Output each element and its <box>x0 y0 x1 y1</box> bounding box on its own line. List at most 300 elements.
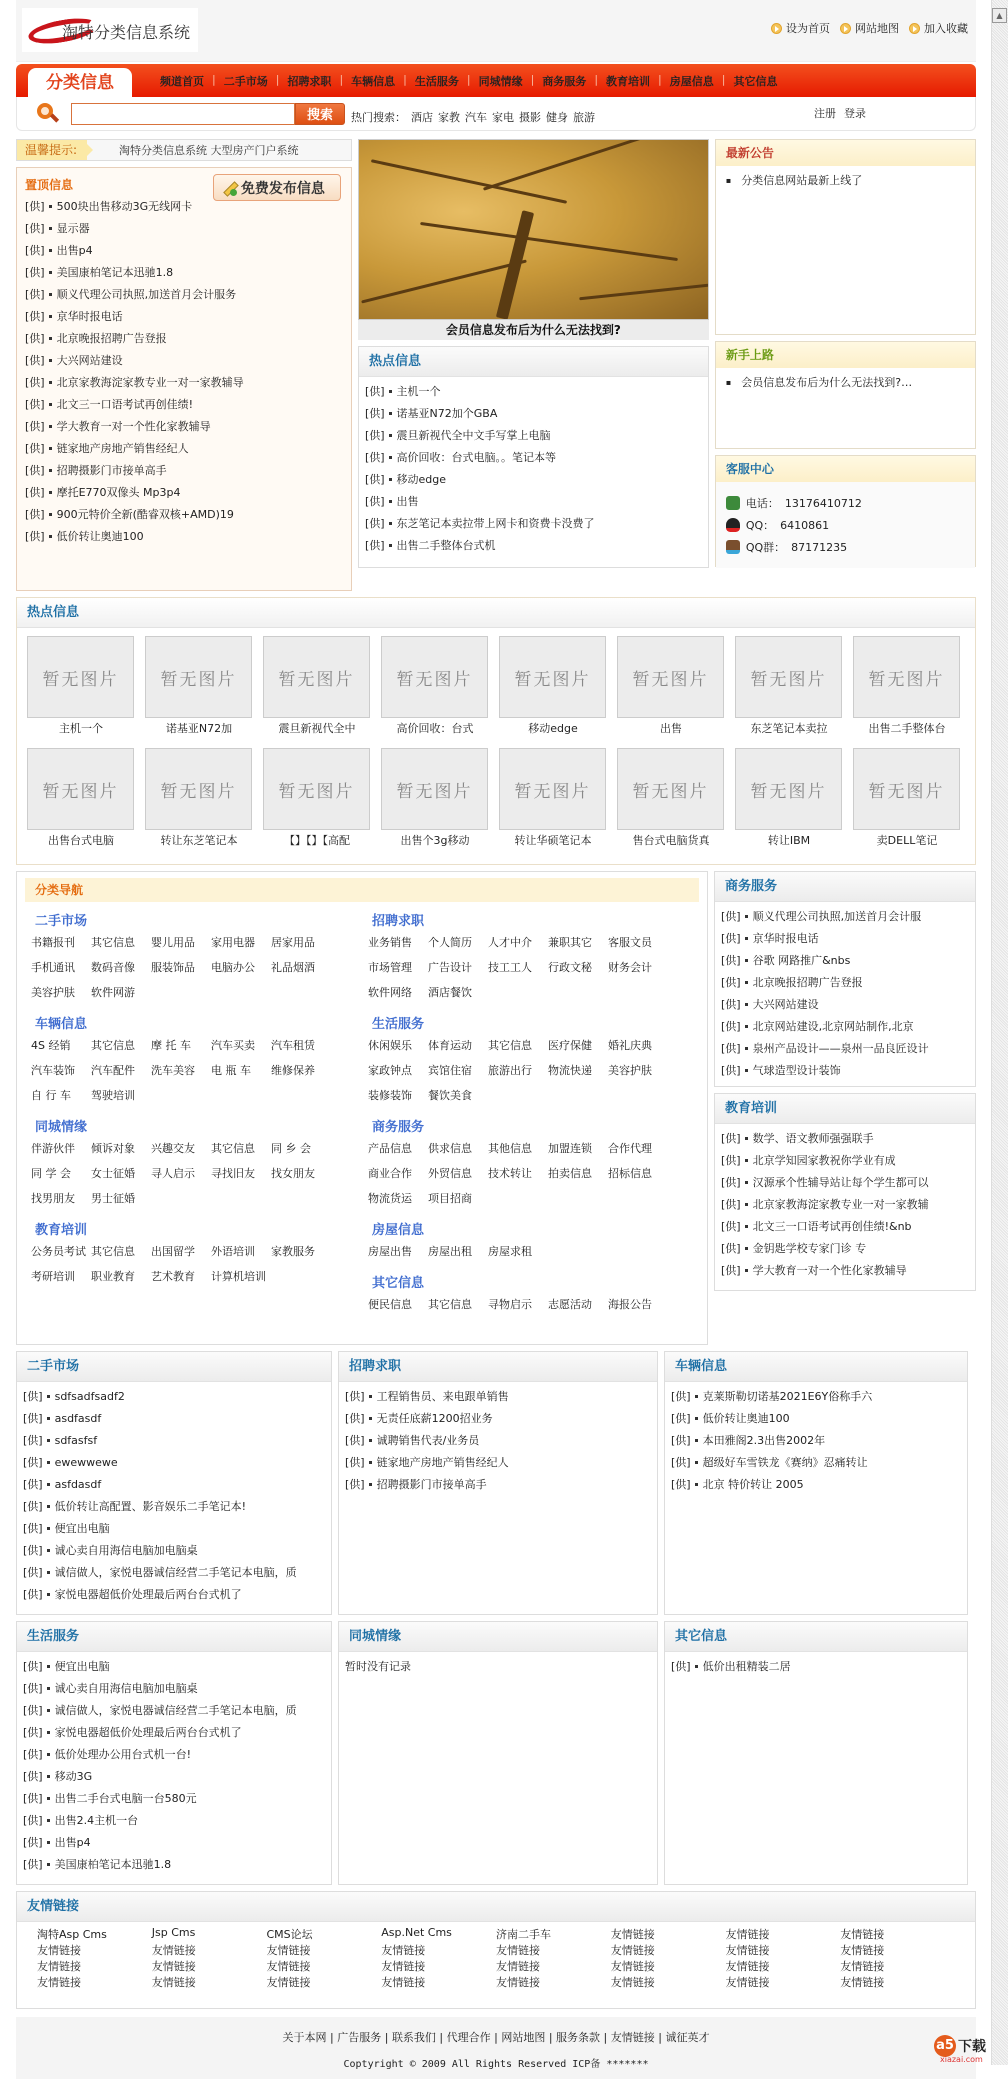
category-link[interactable]: 4S 经销 <box>31 1039 71 1052</box>
tip-text[interactable]: 淘特分类信息系统 大型房产门户系统 <box>119 144 299 157</box>
list-item[interactable] <box>365 425 702 447</box>
list-item[interactable] <box>25 372 351 394</box>
list-item[interactable] <box>721 1038 969 1060</box>
list-item[interactable] <box>721 1260 969 1282</box>
section-list <box>671 1656 961 1678</box>
friend-link[interactable]: 友情链接 <box>37 1944 81 1957</box>
hot-images-grid <box>17 628 975 864</box>
bullet-icon <box>47 1687 50 1690</box>
vertical-scrollbar[interactable] <box>991 0 1008 2065</box>
section-panel <box>664 1351 968 1615</box>
list-item[interactable] <box>23 1452 325 1474</box>
list-item[interactable] <box>721 928 969 950</box>
list-item[interactable] <box>721 1060 969 1082</box>
supply-tag: [供] <box>721 998 741 1011</box>
image-card[interactable] <box>853 748 961 860</box>
list-item[interactable] <box>25 306 351 328</box>
register-link[interactable]: 注册 <box>814 107 836 120</box>
list-item[interactable] <box>23 1854 325 1876</box>
category-link[interactable]: 便民信息 <box>368 1298 412 1311</box>
bullet-icon <box>49 535 52 538</box>
category-link[interactable]: 广告设计 <box>428 961 472 974</box>
friend-link[interactable]: 友情链接 <box>37 1960 81 1973</box>
education-title: 教育培训 <box>715 1094 975 1124</box>
nav-item[interactable]: 同城情缘 <box>478 74 523 88</box>
list-item[interactable] <box>721 1238 969 1260</box>
hot-search-term[interactable]: 旅游 <box>573 110 595 124</box>
category-link[interactable]: 招标信息 <box>608 1167 652 1180</box>
qq-group-row[interactable]: QQ群： 87171235 <box>726 536 965 558</box>
category-link[interactable]: 艺术教育 <box>151 1270 195 1283</box>
footer-link[interactable]: 关于本网 <box>282 2031 327 2044</box>
category-link[interactable]: 房屋求租 <box>488 1245 532 1258</box>
category-link[interactable]: 电 瓶 车 <box>211 1064 251 1077</box>
category-link[interactable]: 公务员考试 <box>31 1245 86 1258</box>
category-link[interactable]: 倾诉对象 <box>91 1142 135 1155</box>
category-group-title[interactable]: 房屋信息 <box>372 1223 425 1238</box>
category-link[interactable]: 电脑办公 <box>211 961 255 974</box>
category-group-title[interactable]: 同城情缘 <box>35 1120 88 1135</box>
list-item[interactable] <box>25 504 351 526</box>
nav-active-tab[interactable]: 分类信息 <box>28 68 132 97</box>
friend-link[interactable]: 友情链接 <box>381 1944 426 1957</box>
category-link[interactable]: 行政文秘 <box>548 961 592 974</box>
list-item[interactable] <box>25 416 351 438</box>
category-link[interactable]: 软件网络 <box>368 986 412 999</box>
category-link[interactable]: 汽车装饰 <box>31 1064 75 1077</box>
list-item[interactable] <box>671 1656 961 1678</box>
friend-link[interactable]: 友情链接 <box>496 1944 540 1957</box>
category-link[interactable]: 休闲娱乐 <box>368 1039 412 1052</box>
category-row <box>16 871 976 1345</box>
category-link[interactable]: 自 行 车 <box>31 1089 71 1102</box>
category-link[interactable]: 同 乡 会 <box>271 1142 311 1155</box>
list-item[interactable] <box>23 1430 325 1452</box>
hot-search-term[interactable]: 健身 <box>546 110 568 124</box>
nav-item[interactable]: 教育培训 <box>606 74 651 88</box>
friend-link[interactable]: 友情链接 <box>151 1976 196 1989</box>
category-link[interactable]: 产品信息 <box>368 1142 412 1155</box>
category-link[interactable]: 供求信息 <box>428 1142 472 1155</box>
list-item[interactable] <box>25 394 351 416</box>
category-link[interactable]: 外贸信息 <box>428 1167 472 1180</box>
category-link[interactable]: 洗车美容 <box>151 1064 195 1077</box>
category-link[interactable]: 医疗保健 <box>548 1039 592 1052</box>
supply-tag: [供] <box>25 332 45 345</box>
login-link[interactable]: 登录 <box>844 107 866 120</box>
item-title: 900元特价全新(酷睿双核+AMD)19 <box>56 508 234 521</box>
friend-link[interactable]: 友情链接 <box>381 1976 426 1989</box>
category-link[interactable]: 美容护肤 <box>31 986 75 999</box>
category-link[interactable]: 手机通讯 <box>31 961 75 974</box>
list-item[interactable] <box>23 1722 325 1744</box>
category-link[interactable]: 海报公告 <box>608 1298 652 1311</box>
list-item[interactable] <box>23 1474 325 1496</box>
item-title: 出售p4 <box>56 244 93 257</box>
friend-link[interactable]: 友情链接 <box>496 1976 540 1989</box>
nav-item[interactable]: 房屋信息 <box>669 74 714 88</box>
list-item[interactable] <box>23 1386 325 1408</box>
list-item[interactable] <box>671 1430 961 1452</box>
image-card[interactable] <box>27 748 135 860</box>
item-title: 北文三一口语考试再创佳绩!&nb <box>752 1220 912 1233</box>
list-item[interactable] <box>345 1474 651 1496</box>
list-item[interactable] <box>721 994 969 1016</box>
category-link[interactable]: 伴游伙伴 <box>31 1142 75 1155</box>
list-item[interactable] <box>25 240 351 262</box>
category-link[interactable]: 居家用品 <box>271 936 315 949</box>
category-link[interactable]: 体育运动 <box>428 1039 472 1052</box>
nav-separator: | <box>466 72 471 86</box>
friend-link[interactable]: Asp.Net Cms <box>381 1926 452 1939</box>
image-card[interactable] <box>735 748 843 860</box>
list-item[interactable] <box>23 1810 325 1832</box>
list-item[interactable] <box>345 1408 651 1430</box>
list-item[interactable] <box>23 1584 325 1606</box>
category-column-left <box>25 902 362 1317</box>
friend-link[interactable]: 友情链接 <box>725 1976 770 1989</box>
friend-link[interactable]: 友情链接 <box>610 1960 655 1973</box>
category-link[interactable]: 兴趣交友 <box>151 1142 195 1155</box>
qq-row[interactable]: QQ： 6410861 <box>726 514 965 536</box>
list-item[interactable] <box>345 1430 651 1452</box>
category-link[interactable]: 业务销售 <box>368 936 412 949</box>
category-link[interactable]: 美容护肤 <box>608 1064 652 1077</box>
list-item[interactable] <box>721 1216 969 1238</box>
category-link[interactable]: 合作代理 <box>608 1142 652 1155</box>
friend-link[interactable]: 友情链接 <box>266 1944 311 1957</box>
category-link[interactable]: 家政钟点 <box>368 1064 412 1077</box>
image-card[interactable] <box>145 748 253 860</box>
hot-search-term[interactable]: 摄影 <box>519 110 541 124</box>
tip-label: 温馨提示: <box>17 140 87 160</box>
list-item[interactable] <box>365 403 702 425</box>
footer-link[interactable]: 友情链接 <box>610 2031 655 2044</box>
friend-link[interactable]: 友情链接 <box>840 1928 885 1941</box>
list-item[interactable] <box>23 1832 325 1854</box>
site-logo[interactable] <box>22 8 198 52</box>
category-link[interactable]: 兼职其它 <box>548 936 592 949</box>
footer-link[interactable]: 网站地图 <box>501 2031 546 2044</box>
category-link[interactable]: 寻物启示 <box>488 1298 532 1311</box>
category-link[interactable]: 旅游出行 <box>488 1064 532 1077</box>
banner-image[interactable] <box>358 139 709 320</box>
list-item[interactable] <box>671 1386 961 1408</box>
image-card[interactable] <box>499 636 607 748</box>
list-item[interactable] <box>721 1150 969 1172</box>
list-item[interactable] <box>671 1408 961 1430</box>
list-item[interactable] <box>23 1700 325 1722</box>
category-link[interactable]: 技术转让 <box>488 1167 532 1180</box>
banner-caption[interactable]: 会员信息发布后为什么无法找到? <box>358 320 709 340</box>
list-item[interactable] <box>25 284 351 306</box>
category-link[interactable]: 汽车租赁 <box>271 1039 315 1052</box>
list-item[interactable] <box>721 950 969 972</box>
friend-link[interactable]: 友情链接 <box>610 1976 655 1989</box>
category-link[interactable]: 寻找旧友 <box>211 1167 255 1180</box>
list-item[interactable] <box>25 218 351 240</box>
list-item[interactable] <box>25 526 351 548</box>
hot-search-term[interactable]: 酒店 <box>411 110 433 124</box>
category-link[interactable]: 客服文员 <box>608 936 652 949</box>
list-item[interactable] <box>23 1678 325 1700</box>
category-link[interactable]: 考研培训 <box>31 1270 75 1283</box>
list-item[interactable] <box>365 513 702 535</box>
category-link[interactable]: 市场管理 <box>368 961 412 974</box>
friend-link[interactable]: 友情链接 <box>151 1960 196 1973</box>
category-link[interactable]: 汽车买卖 <box>211 1039 255 1052</box>
search-button[interactable]: 搜索 <box>295 103 345 125</box>
list-item[interactable] <box>721 906 969 928</box>
category-link[interactable]: 计算机培训 <box>211 1270 266 1283</box>
supply-tag: [供] <box>23 1412 43 1425</box>
supply-tag: [供] <box>25 530 45 543</box>
category-group-title[interactable]: 车辆信息 <box>35 1017 88 1032</box>
free-post-button[interactable]: 免费发布信息 <box>213 174 341 201</box>
footer-link[interactable]: 诚征英才 <box>665 2031 710 2044</box>
category-link[interactable]: 其它信息 <box>488 1039 532 1052</box>
category-link[interactable]: 其它信息 <box>91 1039 135 1052</box>
list-item[interactable] <box>25 262 351 284</box>
category-link[interactable]: 汽车配件 <box>91 1064 135 1077</box>
list-item[interactable] <box>345 1386 651 1408</box>
list-item[interactable] <box>23 1562 325 1584</box>
list-item[interactable] <box>721 1172 969 1194</box>
friend-link[interactable]: 友情链接 <box>725 1928 770 1941</box>
list-item[interactable] <box>25 438 351 460</box>
category-link[interactable]: 职业教育 <box>91 1270 135 1283</box>
category-link[interactable]: 餐饮美食 <box>428 1089 472 1102</box>
category-link[interactable]: 同 学 会 <box>31 1167 71 1180</box>
category-link[interactable]: 拍卖信息 <box>548 1167 592 1180</box>
set-homepage-link[interactable]: 设为首页 <box>771 20 830 36</box>
category-link[interactable]: 房屋出售 <box>368 1245 412 1258</box>
friend-link[interactable]: 友情链接 <box>610 1928 655 1941</box>
list-item[interactable] <box>23 1788 325 1810</box>
pinned-info-list <box>25 196 351 548</box>
nav-item[interactable]: 生活服务 <box>414 74 459 88</box>
image-card[interactable] <box>617 636 725 748</box>
item-title: 北京家教海淀家教专业一对一家教辅 <box>752 1198 929 1211</box>
nav-separator: | <box>658 72 662 86</box>
category-link[interactable]: 志愿活动 <box>548 1298 592 1311</box>
footer-link[interactable]: 广告服务 <box>337 2031 382 2044</box>
friend-link[interactable]: 友情链接 <box>840 1944 885 1957</box>
list-item[interactable] <box>23 1540 325 1562</box>
category-link[interactable]: 其它信息 <box>91 936 135 949</box>
friend-link[interactable]: 友情链接 <box>725 1944 770 1957</box>
category-link[interactable]: 物流货运 <box>368 1192 412 1205</box>
list-item[interactable] <box>25 350 351 372</box>
image-card[interactable] <box>27 636 135 748</box>
friend-link[interactable]: 友情链接 <box>725 1960 770 1973</box>
friend-link[interactable]: 友情链接 <box>840 1976 885 1989</box>
supply-tag: [供] <box>721 1176 741 1189</box>
list-item[interactable] <box>721 972 969 994</box>
bookmark-link[interactable]: 加入收藏 <box>909 20 968 36</box>
category-group-title[interactable]: 生活服务 <box>372 1017 425 1032</box>
item-title: sdfsadfsadf2 <box>54 1390 125 1403</box>
list-item[interactable]: ▪ 会员信息发布后为什么无法找到?… <box>726 374 965 392</box>
friend-link[interactable]: 济南二手车 <box>496 1928 551 1941</box>
friend-link[interactable]: 友情链接 <box>266 1976 311 1989</box>
category-group-title[interactable]: 教育培训 <box>35 1223 88 1238</box>
category-link[interactable]: 女士征婚 <box>91 1167 135 1180</box>
friend-link[interactable]: 友情链接 <box>496 1960 540 1973</box>
friend-link[interactable]: 淘特Asp Cms <box>37 1928 107 1941</box>
category-link[interactable]: 服装饰品 <box>151 961 195 974</box>
category-link[interactable]: 财务会计 <box>608 961 652 974</box>
friend-link[interactable]: 友情链接 <box>266 1960 311 1973</box>
category-link[interactable]: 摩 托 车 <box>151 1039 191 1052</box>
nav-item[interactable]: 招聘求职 <box>287 74 332 88</box>
category-link[interactable]: 礼品烟酒 <box>271 961 315 974</box>
top-links <box>771 20 968 36</box>
list-item[interactable] <box>345 1452 651 1474</box>
item-title: 出售2.4主机一台 <box>54 1814 139 1827</box>
search-input[interactable] <box>71 103 295 125</box>
list-item[interactable] <box>365 447 702 469</box>
list-item[interactable] <box>23 1408 325 1430</box>
item-title: 京华时报电话 <box>752 932 819 945</box>
category-link[interactable]: 商业合作 <box>368 1167 412 1180</box>
category-group-title[interactable]: 二手市场 <box>35 914 88 929</box>
list-item[interactable] <box>25 460 351 482</box>
friend-link[interactable]: 友情链接 <box>151 1944 196 1957</box>
category-link[interactable]: 宾馆住宿 <box>428 1064 472 1077</box>
bullet-icon <box>47 1417 50 1420</box>
right-column <box>715 139 976 591</box>
list-item[interactable] <box>721 1016 969 1038</box>
list-item[interactable] <box>365 381 702 403</box>
nav-item[interactable]: 车辆信息 <box>351 74 396 88</box>
category-group-title[interactable]: 商务服务 <box>372 1120 425 1135</box>
bullet-icon <box>47 1775 50 1778</box>
category-link[interactable]: 装修装饰 <box>368 1089 412 1102</box>
list-item[interactable] <box>25 482 351 504</box>
image-card[interactable] <box>263 636 371 748</box>
category-link[interactable]: 其他信息 <box>488 1142 532 1155</box>
category-link[interactable]: 驾驶培训 <box>91 1089 135 1102</box>
friend-link[interactable]: 友情链接 <box>610 1944 655 1957</box>
category-link[interactable]: 其它信息 <box>211 1142 255 1155</box>
arrow-bullet-icon <box>909 23 920 34</box>
nav-item[interactable]: 商务服务 <box>542 74 587 88</box>
category-link[interactable]: 维修保养 <box>271 1064 315 1077</box>
list-item[interactable] <box>25 328 351 350</box>
list-item[interactable] <box>23 1744 325 1766</box>
nav-item[interactable]: 二手市场 <box>223 74 268 88</box>
list-item[interactable]: ▪ 分类信息网站最新上线了 <box>726 172 965 190</box>
hot-search-term[interactable]: 家教 <box>438 110 460 124</box>
category-link[interactable]: 个人简历 <box>428 936 472 949</box>
category-group-title[interactable]: 招聘求职 <box>372 914 425 929</box>
category-link[interactable]: 出国留学 <box>151 1245 195 1258</box>
category-link[interactable]: 物流快递 <box>548 1064 592 1077</box>
list-item[interactable] <box>721 1128 969 1150</box>
category-link[interactable]: 其它信息 <box>428 1298 472 1311</box>
footer-link[interactable]: 联系我们 <box>391 2031 436 2044</box>
bullet-icon <box>695 1483 698 1486</box>
category-link[interactable]: 项目招商 <box>428 1192 472 1205</box>
category-link[interactable]: 人才中介 <box>488 936 532 949</box>
category-group-items <box>362 1239 699 1264</box>
category-link[interactable]: 家教服务 <box>271 1245 315 1258</box>
sitemap-link[interactable]: 网站地图 <box>840 20 899 36</box>
list-item[interactable] <box>23 1518 325 1540</box>
bullet-icon <box>745 937 748 940</box>
scroll-up-arrow-icon[interactable]: ▲ <box>992 8 1007 23</box>
category-link[interactable]: 找男朋友 <box>31 1192 75 1205</box>
image-card[interactable] <box>735 636 843 748</box>
category-link[interactable]: 外语培训 <box>211 1245 255 1258</box>
category-group-items <box>25 930 362 1005</box>
category-link[interactable]: 婚礼庆典 <box>608 1039 652 1052</box>
category-link[interactable]: 男士征婚 <box>91 1192 135 1205</box>
friend-link[interactable]: CMS论坛 <box>266 1928 313 1941</box>
list-item[interactable] <box>365 469 702 491</box>
list-item[interactable] <box>365 491 702 513</box>
friend-link[interactable]: 友情链接 <box>840 1960 885 1973</box>
image-card[interactable] <box>145 636 253 748</box>
hot-info-title: 热点信息 <box>359 347 708 377</box>
hot-search-term[interactable]: 家电 <box>492 110 514 124</box>
supply-tag: [供] <box>721 1220 741 1233</box>
category-link[interactable]: 找女朋友 <box>271 1167 315 1180</box>
supply-tag: [供] <box>23 1814 43 1827</box>
category-link[interactable]: 房屋出租 <box>428 1245 472 1258</box>
list-item[interactable] <box>365 535 702 557</box>
category-link[interactable]: 婴儿用品 <box>151 936 195 949</box>
item-title: 谷歌 网路推广&nbs <box>752 954 851 967</box>
item-title: 大兴网站建设 <box>752 998 819 1011</box>
image-card[interactable] <box>381 748 489 860</box>
bullet-icon <box>47 1709 50 1712</box>
category-link[interactable]: 加盟连锁 <box>548 1142 592 1155</box>
category-group-title[interactable]: 其它信息 <box>372 1276 425 1291</box>
list-item[interactable] <box>671 1452 961 1474</box>
image-card[interactable] <box>853 636 961 748</box>
category-link[interactable]: 书籍报刊 <box>31 936 75 949</box>
friend-link[interactable]: 友情链接 <box>37 1976 81 1989</box>
list-item[interactable] <box>23 1656 325 1678</box>
image-card[interactable] <box>381 636 489 748</box>
bullet-icon <box>47 1819 50 1822</box>
list-item[interactable] <box>23 1496 325 1518</box>
category-link[interactable]: 寻人启示 <box>151 1167 195 1180</box>
list-item[interactable] <box>671 1474 961 1496</box>
list-item[interactable] <box>721 1194 969 1216</box>
list-item[interactable] <box>23 1766 325 1788</box>
category-link[interactable]: 其它信息 <box>91 1245 135 1258</box>
supply-tag: [供] <box>364 495 385 508</box>
category-link[interactable]: 家用电器 <box>211 936 255 949</box>
nav-item[interactable]: 频道首页 <box>160 74 204 88</box>
footer-link[interactable]: 代理合作 <box>446 2031 491 2044</box>
category-link[interactable]: 酒店餐饮 <box>428 986 472 999</box>
footer-link[interactable]: 服务条款 <box>556 2031 601 2044</box>
friend-link[interactable]: Jsp Cms <box>151 1926 196 1939</box>
image-card[interactable] <box>617 748 725 860</box>
image-card[interactable] <box>499 748 607 860</box>
category-link[interactable]: 软件网游 <box>91 986 135 999</box>
image-card[interactable] <box>263 748 371 860</box>
hot-search-term[interactable]: 汽车 <box>465 110 487 124</box>
category-link[interactable]: 数码音像 <box>91 961 135 974</box>
nav-item[interactable]: 其它信息 <box>733 74 778 88</box>
category-link[interactable]: 技工工人 <box>488 961 532 974</box>
friend-link[interactable]: 友情链接 <box>381 1960 426 1973</box>
